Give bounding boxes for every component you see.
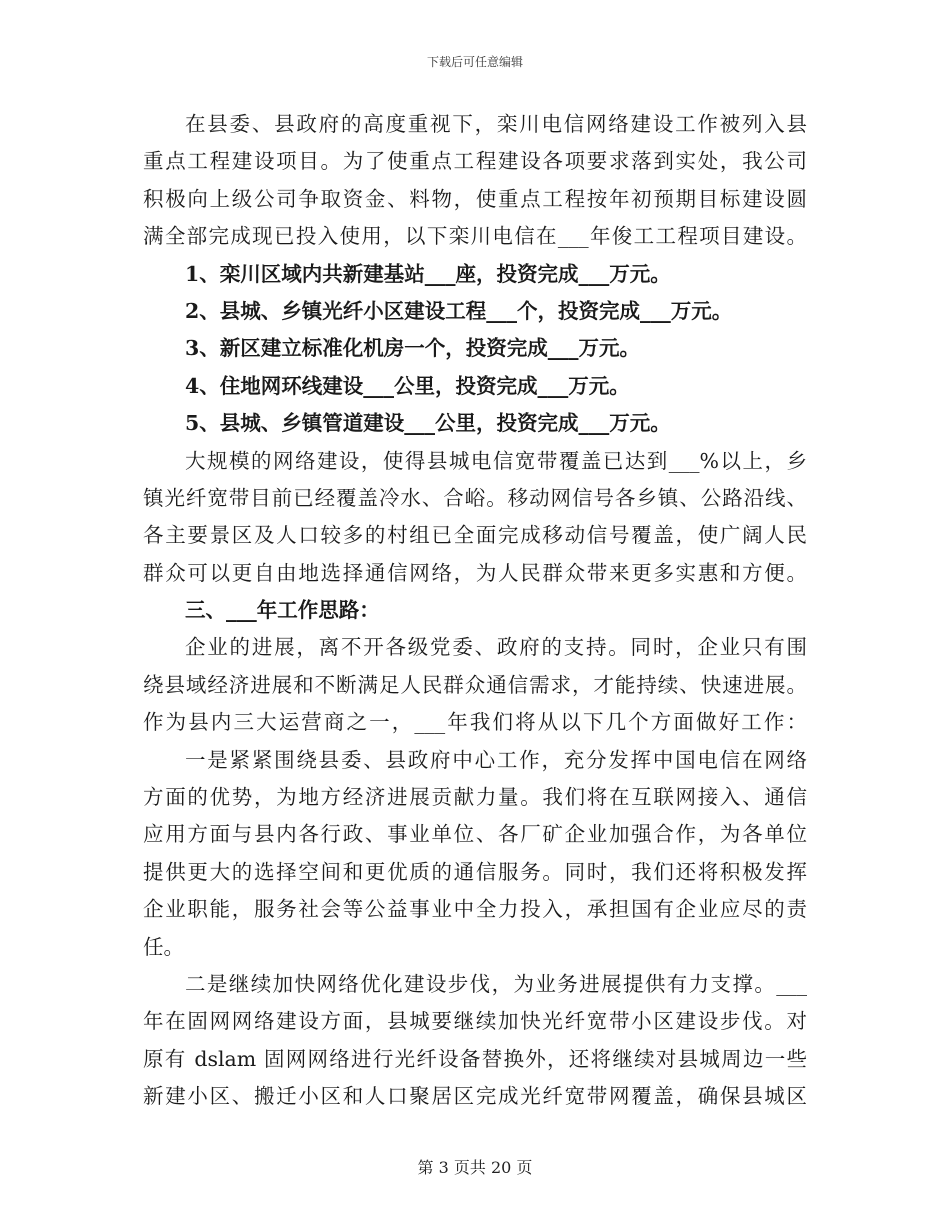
paragraph-line: 二是继续加快网络优化建设步伐，为业务进展提供有力支撑。___ xyxy=(185,971,807,996)
paragraph-line: 作为县内三大运营商之一，___年我们将从以下几个方面做好工作： xyxy=(143,710,807,735)
paragraph-line: 一是紧紧围绕县委、县政府中心工作，充分发挥中国电信在网络 xyxy=(185,747,807,772)
paragraph-line: 任。 xyxy=(143,934,184,959)
paragraph-line: 提供更大的选择空间和更优质的通信服务。同时，我们还将积极发挥 xyxy=(143,859,807,884)
paragraph-line: 镇光纤宽带目前已经覆盖冷水、合峪。移动网信号各乡镇、公路沿线、 xyxy=(143,485,807,510)
paragraph-line: 重点工程建设项目。为了使重点工程建设各项要求落到实处，我公司 xyxy=(143,149,807,174)
list-item-line: 5、县城、乡镇管道建设___公里，投资完成___万元。 xyxy=(185,411,671,436)
paragraph-line: 原有 dslam 固网网络进行光纤设备替换外，还将继续对县城周边一些 xyxy=(143,1046,807,1071)
paragraph-line: 在县委、县政府的高度重视下，栾川电信网络建设工作被列入县 xyxy=(185,112,807,136)
document-body xyxy=(143,106,807,1116)
paragraph-line: 各主要景区及人口较多的村组已全面完成移动信号覆盖，使广阔人民 xyxy=(143,523,807,548)
list-item-line: 3、新区建立标准化机房一个，投资完成___万元。 xyxy=(185,336,641,361)
page-number: 第 3 页共 20 页 xyxy=(417,1158,533,1177)
list-item-line: 三、___年工作思路： xyxy=(185,598,380,623)
paragraph-line: 积极向上级公司争取资金、料物，使重点工程按年初预期目标建设圆 xyxy=(143,186,807,211)
paragraph-line: 方面的优势，为地方经济进展贡献力量。我们将在互联网接入、通信 xyxy=(143,785,807,810)
paragraph-line: 企业职能，服务社会等公益事业中全力投入，承担国有企业应尽的责 xyxy=(143,897,807,922)
paragraph-line: 群众可以更自由地选择通信网络，为人民群众带来更多实惠和方便。 xyxy=(143,560,807,585)
paragraph-line: 满全部完成现已投入使用，以下栾川电信在___年俊工工程项目建设。 xyxy=(143,224,807,249)
page-header-note: 下载后可任意编辑 xyxy=(426,55,523,69)
paragraph-line: 年在固网网络建设方面，县城要继续加快光纤宽带小区建设步伐。对 xyxy=(143,1009,807,1034)
paragraph-line: 绕县域经济进展和不断满足人民群众通信需求，才能持续、快速进展。 xyxy=(143,672,807,697)
paragraph-line: 应用方面与县内各行政、事业单位、各厂矿企业加强合作，为各单位 xyxy=(143,822,807,847)
paragraph-line: 新建小区、搬迁小区和人口聚居区完成光纤宽带网覆盖，确保县城区 xyxy=(143,1084,807,1109)
paragraph-line: 企业的进展，离不开各级党委、政府的支持。同时，企业只有围 xyxy=(185,635,807,660)
list-item-line: 2、县城、乡镇光纤小区建设工程___个，投资完成___万元。 xyxy=(185,298,733,323)
list-item-line: 1、栾川区域内共新建基站___座，投资完成___万元。 xyxy=(185,261,671,286)
paragraph-line: 大规模的网络建设，使得县城电信宽带覆盖已达到___%以上，乡 xyxy=(185,448,807,473)
list-item-line: 4、住地网环线建设___公里，投资完成___万元。 xyxy=(185,373,630,398)
